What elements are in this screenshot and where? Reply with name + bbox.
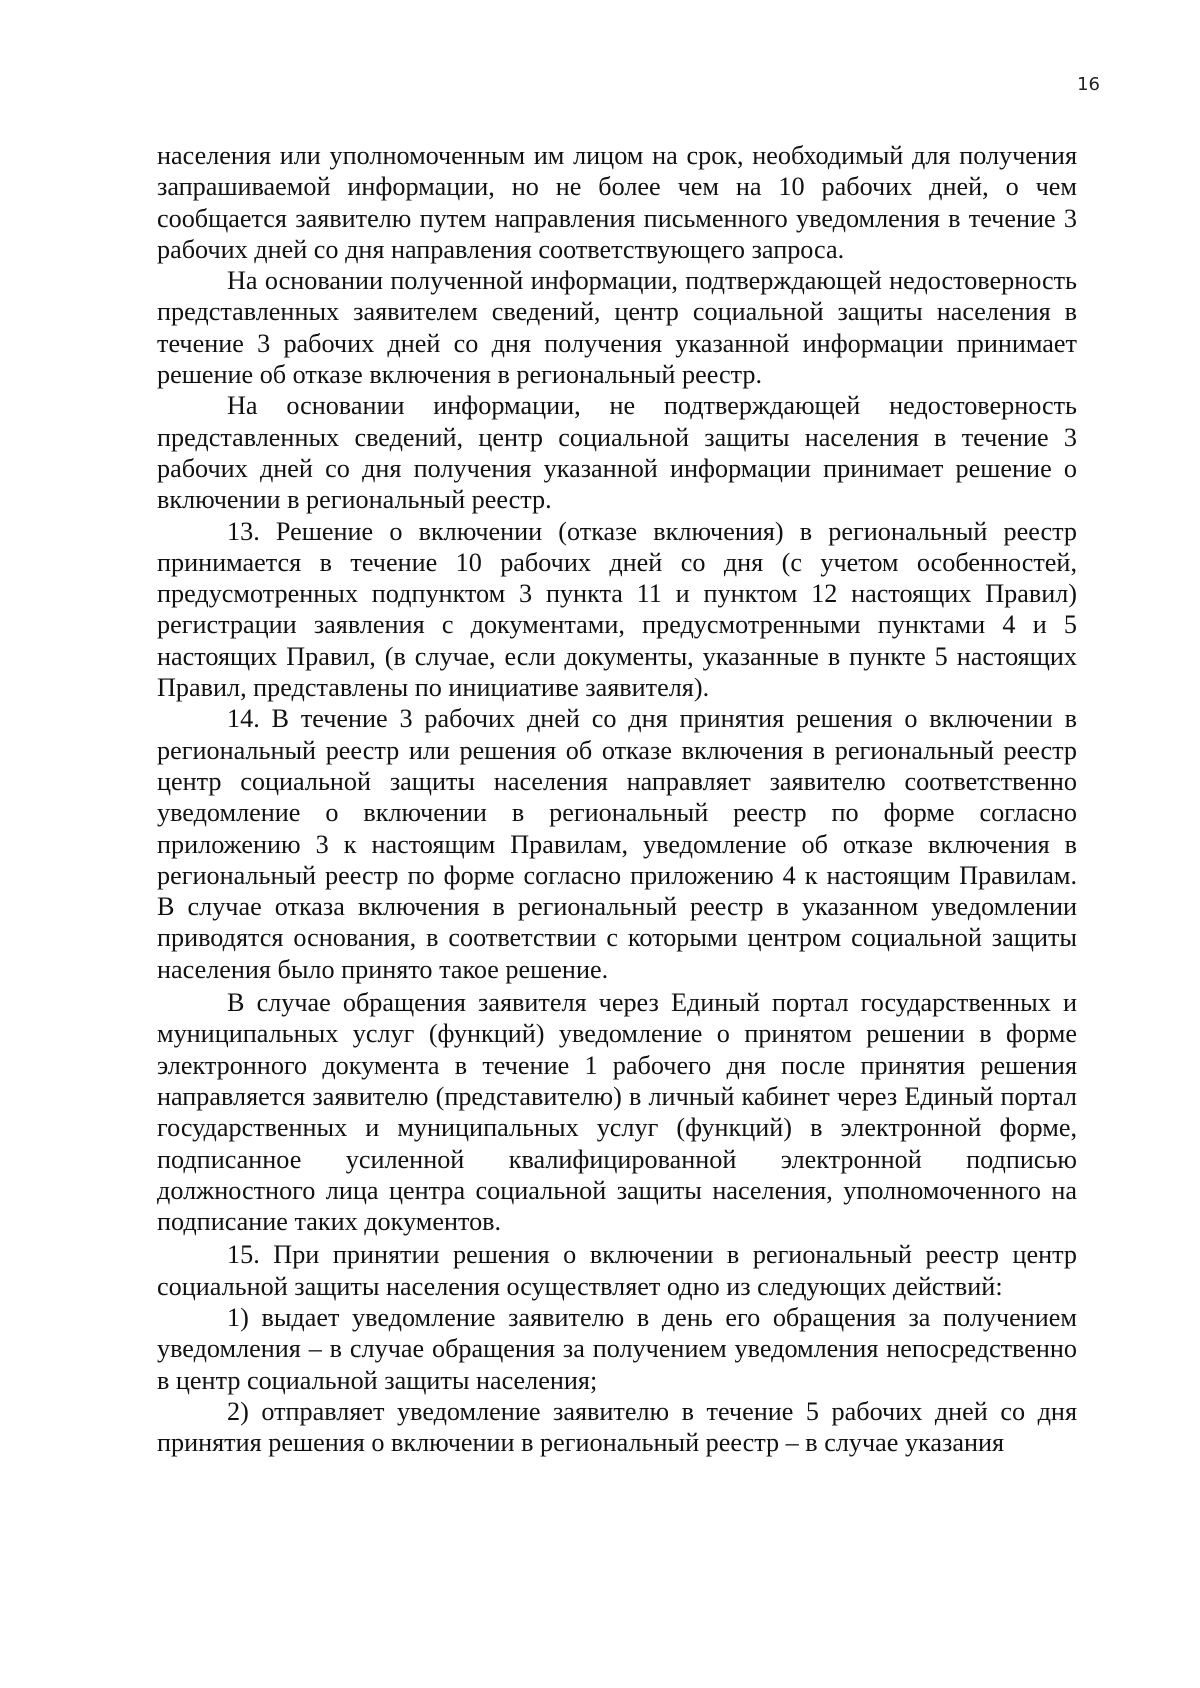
paragraph-item-15: 15. При принятии решения о включении в региональный реестр центр социальной защиты населения осуществляет одно из следующих действий: (157, 1240, 1077, 1301)
paragraph-continuation: населения или уполномоченным им лицом на срок, необходимый для получения запрашиваемой информации, но не более чем на 10 рабочих дней, о чем сообщается заявителю путем направления письменного уведомления в течение 3 рабочих дней со дня направления соответствующего запроса. (157, 141, 1077, 264)
paragraph-item-15-2: 2) отправляет уведомление заявителю в течение 5 рабочих дней со дня принятия решения о включении в региональный реестр – в случае указания (157, 1396, 1077, 1458)
paragraph-inclusion-basis: На основании информации, не подтверждающей недостоверность представленных сведений, центр социальной защиты населения в течение 3 рабочих дней со дня получения указанной информации принимает решение о включении в региональный реестр. (157, 391, 1077, 515)
paragraph-portal-notification: В случае обращения заявителя через Единый портал государственных и муниципальных услуг (функций) уведомление о принятом решении в форме электронного документа в течение 1 рабочего дня после принятия решения направляется заявителю (представителю) в личный кабинет через Единый портал государственных и муниципальных услуг (функций) в электронной форме, подписанное усиленной квалифицированной электронной подписью должностного лица центра социальной защиты населения, уполномоченного на подписание таких документов. (157, 988, 1077, 1237)
document-body (157, 140, 1077, 1458)
paragraph-item-13: 13. Решение о включении (отказе включения) в региональный реестр принимается в течение 10 рабочих дней со дня (с учетом особенностей, предусмотренных подпунктом 3 пункта 11 и пунктом 12 настоящих Правил) регистрации заявления с документами, предусмотренными пунктами 4 и 5 настоящих Правил, (в случае, если документы, указанные в пункте 5 настоящих Правил, представлены по инициативе заявителя). (157, 516, 1077, 703)
paragraph-refusal-basis: На основании полученной информации, подтверждающей недостоверность представленных заявителем сведений, центр социальной защиты населения в течение 3 рабочих дней со дня получения указанной информации принимает решение об отказе включения в региональный реестр. (157, 266, 1077, 390)
page-number: 16 (1077, 74, 1100, 95)
paragraph-item-15-1: 1) выдает уведомление заявителю в день его обращения за получением уведомления – в случае обращения за получением уведомления непосредственно в центр социальной защиты населения; (157, 1302, 1077, 1395)
paragraph-item-14: 14. В течение 3 рабочих дней со дня принятия решения о включении в региональный реестр или решения об отказе включения в региональный реестр центр социальной защиты населения направляет заявителю соответственно уведомление о включении в региональный реестр по форме согласно приложению 3 к настоящим Правилам, уведомление об отказе включения в региональный реестр по форме согласно приложению 4 к настоящим Правилам. В случае отказа включения в региональный реестр в указанном уведомлении приводятся основания, в соответствии с которыми центром социальной защиты населения было принято такое решение. (157, 704, 1077, 984)
